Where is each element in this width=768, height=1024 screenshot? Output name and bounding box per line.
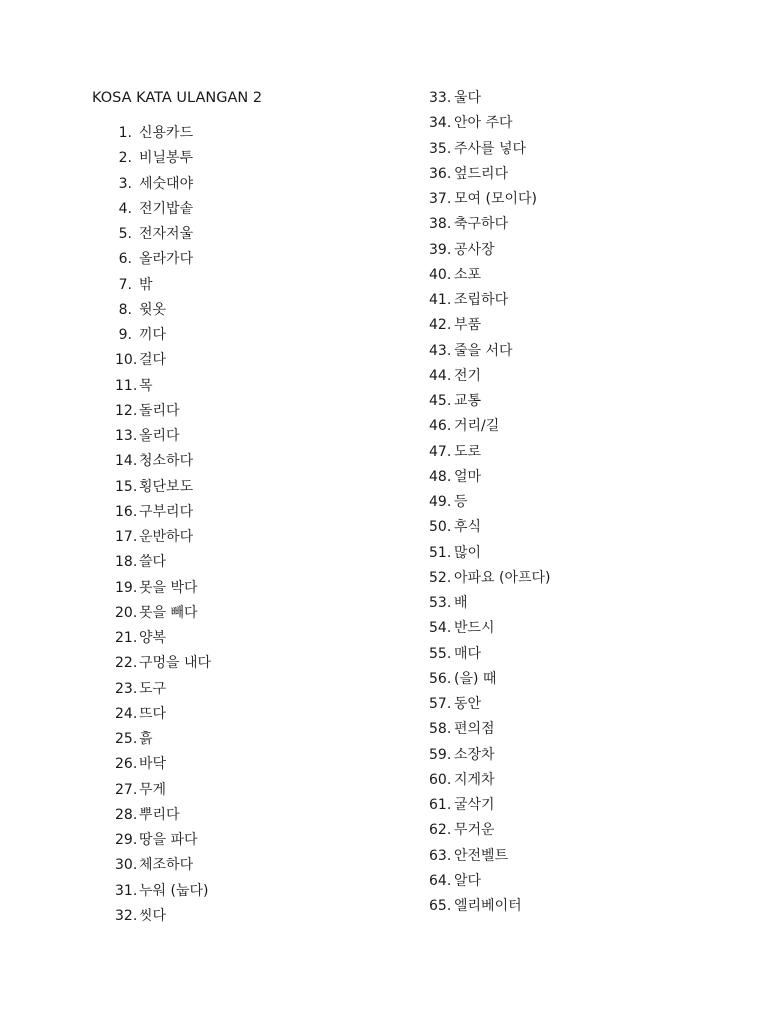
vocab-item-word: 전기: [454, 367, 482, 384]
vocab-item-number: 64.: [429, 872, 452, 889]
vocab-item-number: 39.: [429, 241, 452, 258]
vocab-item-word: 전기밥솥: [139, 200, 194, 217]
vocab-item-number: 7.: [118, 276, 132, 293]
vocab-item-word: 엘리베이터: [454, 898, 522, 914]
vocab-item-number: 47.: [429, 443, 452, 460]
vocab-item-word: 많이: [454, 544, 482, 561]
vocab-item-word: 양복: [139, 630, 167, 646]
vocab-item-number: 58.: [429, 721, 452, 738]
vocab-item-word: 올라가다: [139, 251, 194, 268]
vocab-item-number: 16.: [115, 503, 138, 520]
vocab-item-number: 9.: [118, 327, 132, 343]
vocab-item-number: 65.: [429, 898, 452, 914]
vocab-item-word: 안전벨트: [454, 847, 509, 864]
vocab-item-number: 49.: [429, 494, 452, 510]
vocab-item-word: 반드시: [454, 620, 495, 637]
vocab-item: [0, 240, 768, 265]
vocab-item-word: 엎드리다: [454, 165, 509, 182]
vocab-item-word: 등: [454, 494, 468, 510]
vocab-item-word: 끼다: [139, 327, 167, 343]
vocab-item-word: 굴삭기: [454, 797, 495, 813]
vocab-item-number: 55.: [429, 645, 452, 662]
vocab-item-number: 48.: [429, 468, 452, 485]
vocab-item: [0, 265, 768, 290]
vocab-item-word: 무거운: [454, 822, 495, 839]
vocab-item-number: 38.: [429, 216, 452, 233]
vocab-item-number: 37.: [429, 191, 452, 207]
vocab-item: [0, 795, 768, 820]
vocab-item-word: 거리/길: [454, 418, 500, 435]
vocab-item-number: 1.: [118, 125, 132, 141]
vocab-item-number: 36.: [429, 165, 452, 182]
vocab-item-word: 쓸다: [139, 554, 167, 571]
vocab-item-number: 23.: [115, 680, 138, 697]
vocab-item-word: 뿌리다: [139, 806, 180, 823]
vocab-item-number: 40.: [429, 266, 452, 283]
vocab-item: [0, 820, 768, 845]
vocab-item-word: 지게차: [454, 771, 495, 788]
vocab-item-word: 공사장: [454, 241, 495, 258]
vocab-item-number: 61.: [429, 797, 452, 813]
vocab-item-word: 구멍을 내다: [139, 655, 212, 672]
vocab-item: [0, 618, 768, 643]
vocab-item-number: 2.: [118, 150, 132, 167]
vocab-item-word: 배: [454, 595, 468, 611]
vocab-item: [0, 416, 768, 441]
vocab-item-number: 30.: [115, 857, 138, 874]
vocab-item-number: 63.: [429, 847, 452, 864]
vocab-item-word: 알다: [454, 872, 482, 889]
vocab-item: [0, 846, 768, 871]
vocab-item-word: 돌리다: [139, 402, 180, 419]
vocab-item: [0, 290, 768, 315]
vocab-item: [0, 694, 768, 719]
vocab-item-word: 전자저울: [139, 226, 194, 242]
vocab-item-number: 50.: [429, 519, 452, 536]
vocab-item-word: 주사를 넣다: [454, 140, 527, 157]
vocab-item-word: 비닐봉투: [139, 150, 194, 167]
vocab-item: [0, 492, 768, 517]
vocab-item-word: 줄을 서다: [454, 342, 513, 359]
vocab-item-number: 5.: [118, 226, 132, 242]
vocab-item: [0, 568, 768, 593]
vocab-item-number: 14.: [115, 453, 138, 470]
vocab-item-number: 24.: [115, 705, 138, 722]
vocab-item-number: 28.: [115, 806, 138, 823]
vocab-item-number: 19.: [115, 579, 138, 596]
vocab-item-number: 52.: [429, 569, 452, 586]
vocab-item-word: 운반하다: [139, 529, 194, 545]
vocab-item-number: 12.: [115, 402, 138, 419]
vocab-item-number: 11.: [115, 377, 138, 394]
vocab-item-number: 41.: [429, 292, 452, 308]
vocab-item-number: 10.: [115, 352, 138, 369]
vocab-item-number: 21.: [115, 630, 138, 646]
vocab-item-number: 60.: [429, 771, 452, 788]
vocab-item-word: 걸다: [139, 352, 167, 369]
vocab-item-number: 46.: [429, 418, 452, 435]
vocab-item-word: 구부리다: [139, 503, 194, 520]
vocab-item-number: 22.: [115, 655, 138, 672]
vocab-item-number: 29.: [115, 832, 138, 848]
vocab-item-word: 신용카드: [139, 125, 194, 141]
vocab-item-word: 무게: [139, 781, 167, 798]
vocab-item: [0, 164, 768, 189]
vocab-item-word: 체조하다: [139, 857, 194, 874]
vocab-item-word: 씻다: [139, 907, 167, 924]
vocab-item: [0, 341, 768, 366]
vocab-item-word: 세숫대야: [139, 175, 194, 192]
vocab-item-word: 바닥: [139, 756, 167, 773]
vocab-item: [0, 467, 768, 492]
vocab-item-word: 소장차: [454, 746, 495, 763]
vocab-item-word: 올리다: [139, 428, 180, 444]
vocab-item-number: 20.: [115, 604, 138, 621]
vocab-item-number: 51.: [429, 544, 452, 561]
vocab-item-number: 26.: [115, 756, 138, 773]
vocab-item-number: 35.: [429, 140, 452, 157]
vocab-item: [0, 669, 768, 694]
vocab-item-number: 13.: [115, 428, 138, 444]
vocab-item-word: 모여 (모이다): [454, 191, 537, 207]
vocab-item-word: 소포: [454, 266, 482, 283]
vocab-item: [0, 442, 768, 467]
vocab-item-number: 32.: [115, 907, 138, 924]
vocab-item: [0, 871, 768, 896]
vocab-item-number: 27.: [115, 781, 138, 798]
vocab-item: [0, 88, 768, 113]
vocab-item-number: 56.: [429, 670, 452, 687]
vocab-item-word: 매다: [454, 645, 482, 662]
vocab-item: [0, 593, 768, 618]
vocab-item: [0, 745, 768, 770]
vocab-item-word: (을) 때: [454, 670, 497, 687]
vocab-item-word: 못을 박다: [139, 579, 198, 596]
vocab-item-word: 누워 (눕다): [139, 882, 209, 899]
vocab-item-number: 62.: [429, 822, 452, 839]
vocab-item-word: 안아 주다: [454, 115, 513, 132]
vocab-item-word: 밖: [139, 276, 153, 293]
vocab-item: [0, 315, 768, 340]
vocab-item-word: 조립하다: [454, 292, 509, 308]
vocab-item-word: 교통: [454, 393, 482, 409]
vocab-item: [0, 214, 768, 239]
vocab-item-number: 15.: [115, 478, 138, 495]
vocab-item-word: 땅을 파다: [139, 832, 198, 848]
vocab-item-number: 53.: [429, 595, 452, 611]
vocab-item-number: 25.: [115, 731, 138, 747]
vocab-item-number: 33.: [429, 90, 452, 106]
vocab-item: [0, 644, 768, 669]
vocab-item-number: 54.: [429, 620, 452, 637]
vocab-item-number: 44.: [429, 367, 452, 384]
vocab-item: [0, 543, 768, 568]
vocab-item-word: 후식: [454, 519, 482, 536]
vocab-item-word: 윗옷: [139, 301, 167, 318]
vocab-item-word: 부품: [454, 317, 482, 334]
vocab-item-word: 횡단보도: [139, 478, 194, 495]
vocab-item-number: 34.: [429, 115, 452, 132]
vocab-item-word: 도로: [454, 443, 482, 460]
vocab-item: [0, 517, 768, 542]
vocab-item: [0, 770, 768, 795]
vocab-item-number: 4.: [118, 200, 132, 217]
vocab-item-word: 청소하다: [139, 453, 194, 470]
vocab-item-number: 31.: [115, 882, 138, 899]
vocab-item-number: 42.: [429, 317, 452, 334]
vocab-item-number: 8.: [118, 301, 132, 318]
vocab-item-word: 도구: [139, 680, 167, 697]
vocab-item-number: 3.: [118, 175, 132, 192]
vocab-item: [0, 139, 768, 164]
vocab-item-word: 못을 빼다: [139, 604, 198, 621]
vocab-item-number: 6.: [118, 251, 132, 268]
vocab-item-word: 아파요 (아프다): [454, 569, 551, 586]
vocab-item-word: 흙: [139, 731, 153, 747]
vocab-list-right: [0, 88, 768, 921]
vocab-item-word: 축구하다: [454, 216, 509, 233]
vocab-item-word: 목: [139, 377, 153, 394]
vocab-item: [0, 366, 768, 391]
vocab-item-word: 울다: [454, 90, 482, 106]
vocab-item: [0, 189, 768, 214]
vocab-item-number: 17.: [115, 529, 138, 545]
vocab-item: [0, 719, 768, 744]
vocab-item-word: 얼마: [454, 468, 482, 485]
vocab-item-number: 57.: [429, 696, 452, 712]
vocab-item-number: 45.: [429, 393, 452, 409]
vocab-item-word: 동안: [454, 696, 482, 712]
vocab-item-number: 59.: [429, 746, 452, 763]
vocab-item-number: 43.: [429, 342, 452, 359]
vocab-item: [0, 391, 768, 416]
vocab-item: [0, 896, 768, 921]
vocab-item: [0, 113, 768, 138]
vocab-item-number: 18.: [115, 554, 138, 571]
vocab-item-word: 뜨다: [139, 705, 167, 722]
document-title: KOSA KATA ULANGAN 2: [92, 90, 263, 106]
vocab-item-word: 편의점: [454, 721, 495, 738]
